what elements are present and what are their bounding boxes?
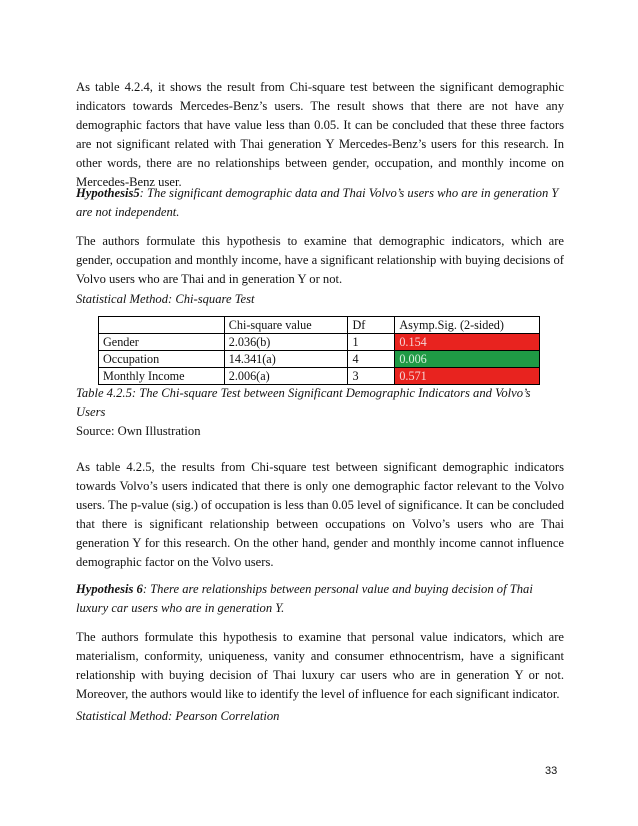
text-line: gender, occupation and monthly income, have a significant relationship with buying decisions of [76,253,564,267]
df-value: 4 [348,351,395,368]
table-source: Source: Own Illustration [76,424,201,438]
sig-value-not-significant: 0.571 [395,368,540,385]
chi-square-value: 14.341(a) [224,351,348,368]
text-line: towards Volvo’s users indicated that there is only one demographic factor relevant to the Volvo [76,479,564,493]
paragraph-table-4-2-5-discussion [76,458,564,572]
paragraph-hypothesis-6-method [76,628,564,704]
hypothesis-6-label: Hypothesis 6 [76,582,143,596]
statistical-method-pearson: Statistical Method: Pearson Correlation [76,709,280,723]
text-line: As table 4.2.5, the results from Chi-square test between significant demographic indicators [76,460,564,474]
hypothesis-6 [76,580,564,618]
sig-value-significant: 0.006 [395,351,540,368]
table-caption [76,384,564,422]
table-row [99,368,540,385]
text-line: materialism, conformity, uniqueness, vanity and consumer ethnocentrism, have a significant [76,649,564,663]
text-line: As table 4.2.4, it shows the result from Chi-square test between the significant demographic [76,80,564,94]
paragraph-table-4-2-4-discussion [76,78,564,192]
df-value: 3 [348,368,395,385]
text-line: users. The p-value (sig.) of occupation is less than 0.05 level of significance. It can be concluded [76,498,564,512]
table-header-cell: Asymp.Sig. (2-sided) [395,317,540,334]
hypothesis-5-text-cont: are not independent. [76,205,180,219]
page-number: 33 [545,765,558,777]
text-line: demographic factors that have value less than 0.05. It can be concluded that these three factors [76,118,564,132]
paragraph-hypothesis-5-method [76,232,564,289]
hypothesis-5-label: Hypothesis5 [76,186,140,200]
text-line: relationship with buying decision of Thai luxury car users who are in generation Y or not. [76,668,564,682]
table-header-cell: Chi-square value [224,317,348,334]
sig-value-not-significant: 0.154 [395,334,540,351]
chi-square-value: 2.036(b) [224,334,348,351]
row-label: Gender [99,334,225,351]
table-caption-line: Table 4.2.5: The Chi-square Test between Significant Demographic Indicators and Volvo’s [76,386,531,400]
text-line: Moreover, the authors would like to identify the level of influence for each significant indicator. [76,687,560,701]
text-line: The authors formulate this hypothesis to examine that personal value indicators, which are [76,630,564,644]
chi-square-value: 2.006(a) [224,368,348,385]
hypothesis-6-text: : There are relationships between personal value and buying decision of Thai [142,582,533,596]
text-line: indicators towards Mercedes-Benz’s users. The result shows that there are not have any [76,99,564,113]
text-line: are not significant related with Thai generation Y Mercedes-Benz’s users for this research. In [76,137,564,151]
text-line: Mercedes-Benz user. [76,175,182,189]
chi-square-table [98,316,540,385]
text-line: The authors formulate this hypothesis to examine that demographic indicators, which are [76,234,564,248]
table-header-cell [99,317,225,334]
hypothesis-6-text-cont: luxury car users who are in generation Y. [76,601,285,615]
table-header-row [99,317,540,334]
text-line: other words, there are no relationships between gender, occupation, and monthly income on [76,156,564,170]
text-line: Volvo users who are Thai and in generation Y or not. [76,272,343,286]
text-line: that there is significant relationship between occupations on Volvo’s users who are Thai [76,517,564,531]
table-row [99,334,540,351]
df-value: 1 [348,334,395,351]
text-line: demographic factor on the Volvo users. [76,555,274,569]
table-caption-line: Users [76,405,106,419]
statistical-method-chi-square: Statistical Method: Chi-square Test [76,292,255,306]
hypothesis-5-text: : The significant demographic data and Thai Volvo’s users who are in generation Y [139,186,559,200]
row-label: Occupation [99,351,225,368]
hypothesis-5 [76,184,564,222]
text-line: generation Y for this research. On the other hand, gender and monthly income cannot influence [76,536,564,550]
table-row [99,351,540,368]
table-header-cell: Df [348,317,395,334]
row-label: Monthly Income [99,368,225,385]
